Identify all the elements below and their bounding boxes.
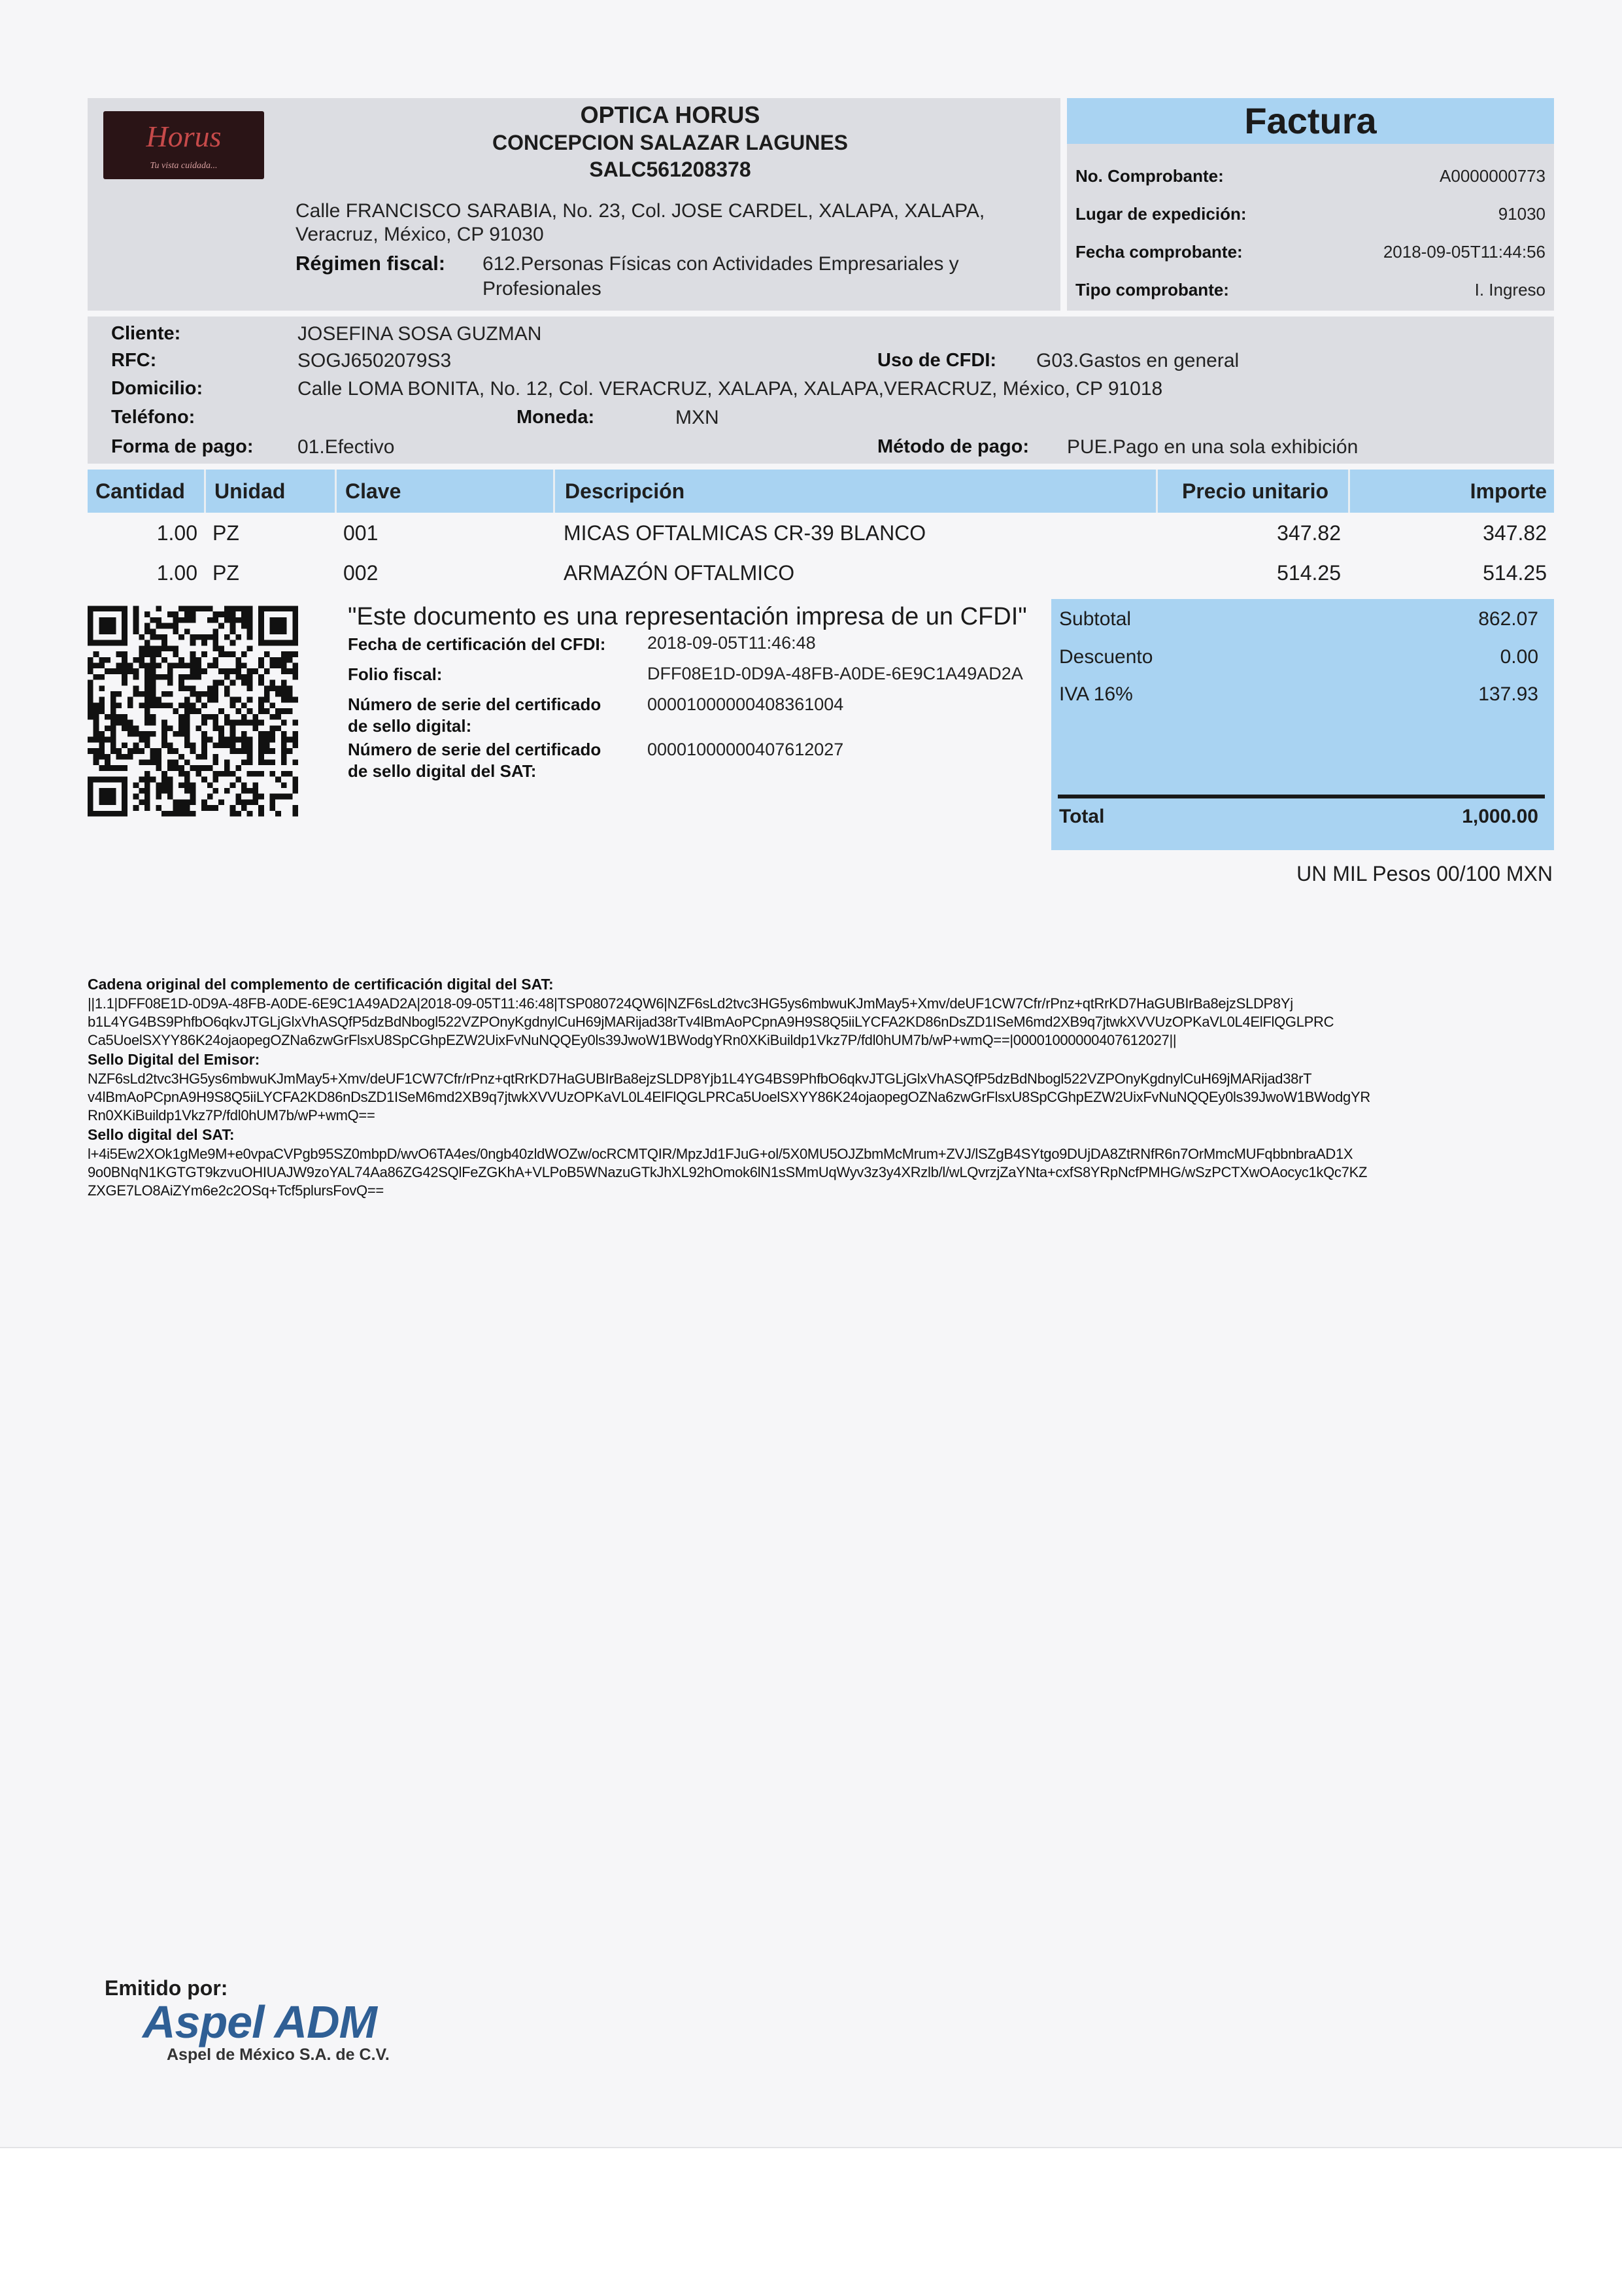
fecha-comprobante-label: Fecha comprobante: xyxy=(1075,242,1243,262)
moneda-label: Moneda: xyxy=(516,407,595,428)
qr-code-icon xyxy=(88,605,298,817)
forma-pago-label: Forma de pago: xyxy=(111,436,254,457)
sello-sat-label: Sello digital del SAT: xyxy=(88,1126,235,1143)
subtotal-value: 862.07 xyxy=(1478,608,1538,630)
sello-sat-line: ZXGE7LO8AiZYm6e2c2OSq+Tcf5plursFovQ== xyxy=(88,1182,384,1199)
regimen-label: Régimen fiscal: xyxy=(296,252,446,275)
col-cantidad: Cantidad xyxy=(95,479,185,503)
scan-page-edge xyxy=(0,2147,1622,2296)
uso-cfdi-value: G03.Gastos en general xyxy=(1036,350,1240,371)
cell-precio: 514.25 xyxy=(1277,561,1341,585)
descuento-label: Descuento xyxy=(1059,646,1153,668)
cell-precio: 347.82 xyxy=(1277,521,1341,545)
uso-cfdi-label: Uso de CFDI: xyxy=(877,350,997,371)
folio-fiscal-label: Folio fiscal: xyxy=(348,664,443,684)
col-divider xyxy=(1348,470,1350,513)
metodo-pago-value: PUE.Pago en una sola exhibición xyxy=(1067,436,1359,458)
tipo-comprobante-label: Tipo comprobante: xyxy=(1075,280,1229,300)
iva-label: IVA 16% xyxy=(1059,683,1133,705)
lugar-expedicion-label: Lugar de expedición: xyxy=(1075,204,1247,224)
subtotal-label: Subtotal xyxy=(1059,608,1132,630)
serie-certificado-label: Número de serie del certificado xyxy=(348,694,601,714)
serie-certificado-sat-label-2: de sello digital del SAT: xyxy=(348,761,537,781)
emisor-address: Calle FRANCISCO SARABIA, No. 23, Col. JOSE CARDEL, XALAPA, XALAPA, Veracruz, México, CP 91030 xyxy=(296,200,985,245)
forma-pago-value: 01.Efectivo xyxy=(297,436,395,458)
emisor-owner: CONCEPCION SALAZAR LAGUNES xyxy=(492,131,848,154)
cell-clave: 001 xyxy=(343,521,379,545)
cell-cantidad: 1.00 xyxy=(156,521,197,545)
document-title: Factura xyxy=(1244,100,1377,141)
col-divider xyxy=(335,470,337,513)
serie-certificado-sat-value: 00001000000407612027 xyxy=(647,740,844,759)
cliente-value: JOSEFINA SOSA GUZMAN xyxy=(297,323,542,345)
metodo-pago-label: Método de pago: xyxy=(877,436,1029,457)
cell-cantidad: 1.00 xyxy=(156,561,197,585)
total-value: 1,000.00 xyxy=(1462,806,1538,827)
fecha-certificacion-value: 2018-09-05T11:46:48 xyxy=(647,633,816,653)
col-importe: Importe xyxy=(1470,479,1547,503)
lugar-expedicion-value: 91030 xyxy=(1498,204,1546,224)
logo-tagline: Tu vista cuidada... xyxy=(150,161,218,171)
fecha-certificacion-label: Fecha de certificación del CFDI: xyxy=(348,634,606,654)
serie-certificado-sat-label: Número de serie del certificado xyxy=(348,740,601,759)
cell-importe: 347.82 xyxy=(1483,521,1547,545)
iva-value: 137.93 xyxy=(1478,683,1538,705)
emitido-por-label: Emitido por: xyxy=(105,1976,228,2000)
sello-emisor-line: v4lBmAoPCpnA9H9S8Q5iiLYCFA2KD86nDsZD1ISeM6md2XB9q7jtwkXVVUzOPKaVL0L4ElFlQGLPRCa5UoelSXYY86K24ojaopegOZNa6zwGrFlsxU8SpCGhpEZW2UixFvNuNQQEy0ls39JwoW1BWodgYR xyxy=(88,1089,1370,1105)
cell-clave: 002 xyxy=(343,561,379,585)
total-divider xyxy=(1058,795,1545,798)
domicilio-value: Calle LOMA BONITA, No. 12, Col. VERACRUZ, XALAPA, XALAPA,VERACRUZ, México, CP 91018 xyxy=(297,378,1163,400)
serie-certificado-label-2: de sello digital: xyxy=(348,716,472,736)
domicilio-label: Domicilio: xyxy=(111,378,203,399)
col-precio-unitario: Precio unitario xyxy=(1181,479,1329,503)
col-divider xyxy=(1156,470,1158,513)
serie-certificado-value: 00001000000408361004 xyxy=(647,694,844,714)
emisor-rfc: SALC561208378 xyxy=(589,158,751,181)
fecha-comprobante-value: 2018-09-05T11:44:56 xyxy=(1383,242,1546,262)
cadena-original-line: Ca5UoelSXYY86K24ojaopegOZNa6zwGrFlsxU8SpCGhpEZW2UixFvNuNQQEy0ls39JwoW1BWodgYRn0XKiBuildp1Vkz7P/fdl0hUM7b/wP+wmQ==|00001000000407612027|| xyxy=(88,1032,1177,1048)
cell-unidad: PZ xyxy=(212,521,239,545)
sello-emisor-label: Sello Digital del Emisor: xyxy=(88,1051,260,1068)
aspel-logo: Aspel ADM xyxy=(143,1996,377,2048)
sello-sat-line: l+4i5Ew2XOk1gMe9M+e0vpaCVPgb95SZ0mbpD/wvO6TA4es/0ngb40zldWOZw/ocRCMTQIR/MpzJd1FJuG+ol/5X0MU5OJZbmMcMrum+ZVJ/lSZgB4SYtgo9DUjDA8ZtRNfR6n7OrMmcMUFqbbnbraAD1X xyxy=(88,1146,1353,1162)
sello-sat-line: 9o0BNqN1KGTGT9kzvuOHIUAJW9zoYAL74Aa86ZG42SQlFeZGKhA+VLPoB5WNazuGTkJhXL92hOmok6lN1sSMmUqWyv3z3y4XRzlb/l/wLQvrzjZaYNta+cxfS8YRpNcfPMHG/wSzPCTXwOAocyc1kQc7KZ xyxy=(88,1164,1368,1180)
optica-horus-logo xyxy=(103,111,264,179)
col-clave: Clave xyxy=(345,479,401,503)
cadena-original-line: b1L4YG4BS9PhfbO6qkvJTGLjGlxVhASQfP5dzBdNbogl522VZPOnyKgdnylCuH69jMARijad38rTv4lBmAoPCpnA9H9S8Q5iiLYCFA2KD86nDsZD1ISeM6md2XB9q7jtwkXVVUzOPKaVL0L4ElFlQGLPRC xyxy=(88,1014,1334,1030)
rfc-value: SOGJ6502079S3 xyxy=(297,350,452,371)
col-divider xyxy=(204,470,206,513)
folio-fiscal-value: DFF08E1D-0D9A-48FB-A0DE-6E9C1A49AD2A xyxy=(647,664,1023,683)
cliente-label: Cliente: xyxy=(111,323,181,344)
telefono-label: Teléfono: xyxy=(111,407,195,428)
emisor-name: OPTICA HORUS xyxy=(580,101,760,128)
sello-emisor-line: NZF6sLd2tvc3HG5ys6mbwuKJmMay5+Xmv/deUF1CW7Cfr/rPnz+qtRrKD7HaGUBIrBa8ejzSLDP8Yjb1L4YG4BS9PhfbO6qkvJTGLjGlxVhASQfP5dzBdNbogl522VZPOnyKgdnylCuH69jMARijad38rT xyxy=(88,1071,1312,1087)
cadena-original-label: Cadena original del complemento de certificación digital del SAT: xyxy=(88,976,554,993)
rfc-label: RFC: xyxy=(111,350,157,371)
logo-text: Horus xyxy=(146,120,222,153)
cell-importe: 514.25 xyxy=(1483,561,1547,585)
col-unidad: Unidad xyxy=(214,479,286,503)
cell-descripcion: MICAS OFTALMICAS CR-39 BLANCO xyxy=(564,521,926,545)
sello-emisor-line: Rn0XKiBuildp1Vkz7P/fdl0hUM7b/wP+wmQ== xyxy=(88,1107,375,1123)
regimen-value: 612.Personas Físicas con Actividades Empresariales y Profesionales xyxy=(482,253,959,300)
col-descripcion: Descripción xyxy=(565,479,685,503)
cfdi-representation-note: "Este documento es una representación impresa de un CFDI" xyxy=(348,603,1027,630)
aspel-company-name: Aspel de México S.A. de C.V. xyxy=(167,2046,390,2064)
tipo-comprobante-value: I. Ingreso xyxy=(1474,280,1546,300)
total-label: Total xyxy=(1059,806,1105,827)
moneda-value: MXN xyxy=(675,407,719,428)
no-comprobante-value: A0000000773 xyxy=(1440,166,1546,186)
cell-descripcion: ARMAZÓN OFTALMICO xyxy=(564,561,795,585)
cell-unidad: PZ xyxy=(212,561,239,585)
descuento-value: 0.00 xyxy=(1500,646,1538,668)
col-divider xyxy=(553,470,555,513)
cadena-original-line: ||1.1|DFF08E1D-0D9A-48FB-A0DE-6E9C1A49AD2A|2018-09-05T11:46:48|TSP080724QW6|NZF6sLd2tvc3HG5ys6mbwuKJmMay5+Xmv/deUF1CW7Cfr/rPnz+qtRrKD7HaGUBIrBa8ejzSLDP8Yj xyxy=(88,995,1293,1012)
amount-in-words: UN MIL Pesos 00/100 MXN xyxy=(1296,862,1553,885)
no-comprobante-label: No. Comprobante: xyxy=(1075,166,1224,186)
